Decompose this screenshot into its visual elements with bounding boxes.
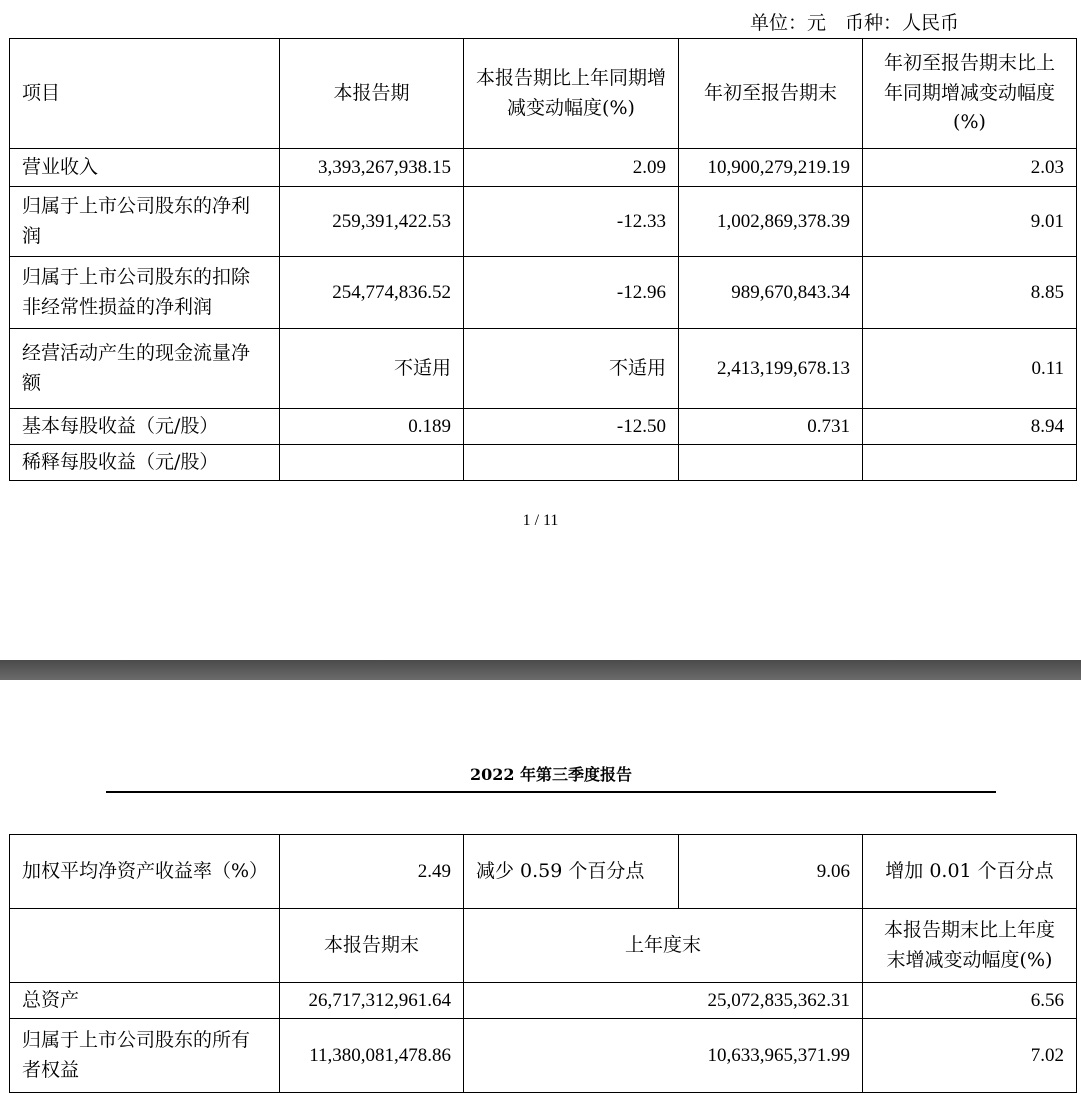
cell-value: 9.06 (679, 835, 863, 909)
cell-value: 10,633,965,371.99 (464, 1019, 863, 1093)
table-row (10, 409, 1077, 445)
report-title: 2022 年第三季度报告 (469, 765, 633, 784)
table-row (10, 835, 1077, 909)
cell-value: -12.33 (464, 187, 679, 257)
row-label: 归属于上市公司股东的净利润 (10, 187, 280, 257)
header-change: 本报告期末比上年度末增减变动幅度(%) (863, 909, 1077, 983)
unit-currency-note: 单位：元 币种：人民币 (750, 12, 960, 34)
header-current-period: 本报告期 (280, 39, 464, 149)
header-period-end: 本报告期末 (280, 909, 464, 983)
cell-value: 259,391,422.53 (280, 187, 464, 257)
cell-value: 989,670,843.34 (679, 257, 863, 329)
table-row (10, 329, 1077, 409)
cell-value: 减少 0.59 个百分点 (464, 835, 679, 909)
cell-value: 1,002,869,378.39 (679, 187, 863, 257)
cell-value: 25,072,835,362.31 (464, 983, 863, 1019)
table-row (10, 187, 1077, 257)
title-underline (106, 791, 996, 793)
cell-value: 3,393,267,938.15 (280, 149, 464, 187)
cell-value: 254,774,836.52 (280, 257, 464, 329)
balance-table (9, 834, 1077, 1093)
header-ytd-change: 年初至报告期末比上年同期增减变动幅度(%) (863, 39, 1077, 149)
page-number: 1 / 11 (522, 512, 559, 529)
cell-value (679, 445, 863, 481)
cell-value: 不适用 (280, 329, 464, 409)
cell-value: 7.02 (863, 1019, 1077, 1093)
cell-value: 2.09 (464, 149, 679, 187)
header-current-period-change: 本报告期比上年同期增减变动幅度(%) (464, 39, 679, 149)
cell-value: -12.50 (464, 409, 679, 445)
header-prior-year-end: 上年度末 (464, 909, 863, 983)
cell-value (280, 445, 464, 481)
cell-value: 2,413,199,678.13 (679, 329, 863, 409)
cell-value (464, 445, 679, 481)
header-item (10, 909, 280, 983)
page-separator (0, 660, 1081, 680)
row-label: 加权平均净资产收益率（%） (10, 835, 280, 909)
cell-value (863, 445, 1077, 481)
row-label: 稀释每股收益（元/股） (10, 445, 280, 481)
table-row (10, 983, 1077, 1019)
row-label: 归属于上市公司股东的所有者权益 (10, 1019, 280, 1093)
cell-value: 8.85 (863, 257, 1077, 329)
cell-value: 0.731 (679, 409, 863, 445)
header-item: 项目 (10, 39, 280, 149)
cell-value: 增加 0.01 个百分点 (863, 835, 1077, 909)
cell-value: 0.11 (863, 329, 1077, 409)
cell-value: 8.94 (863, 409, 1077, 445)
table-row (10, 445, 1077, 481)
cell-value: 26,717,312,961.64 (280, 983, 464, 1019)
row-label: 营业收入 (10, 149, 280, 187)
table-header-row (10, 909, 1077, 983)
row-label: 总资产 (10, 983, 280, 1019)
row-label: 经营活动产生的现金流量净额 (10, 329, 280, 409)
cell-value: 2.49 (280, 835, 464, 909)
header-ytd: 年初至报告期末 (679, 39, 863, 149)
table-row (10, 1019, 1077, 1093)
key-financials-table (9, 38, 1077, 481)
cell-value: 2.03 (863, 149, 1077, 187)
cell-value: 6.56 (863, 983, 1077, 1019)
cell-value: 11,380,081,478.86 (280, 1019, 464, 1093)
cell-value: 0.189 (280, 409, 464, 445)
row-label: 归属于上市公司股东的扣除非经常性损益的净利润 (10, 257, 280, 329)
table-row (10, 149, 1077, 187)
cell-value: -12.96 (464, 257, 679, 329)
table-header-row (10, 39, 1077, 149)
cell-value: 10,900,279,219.19 (679, 149, 863, 187)
row-label: 基本每股收益（元/股） (10, 409, 280, 445)
cell-value: 不适用 (464, 329, 679, 409)
cell-value: 9.01 (863, 187, 1077, 257)
table-row (10, 257, 1077, 329)
